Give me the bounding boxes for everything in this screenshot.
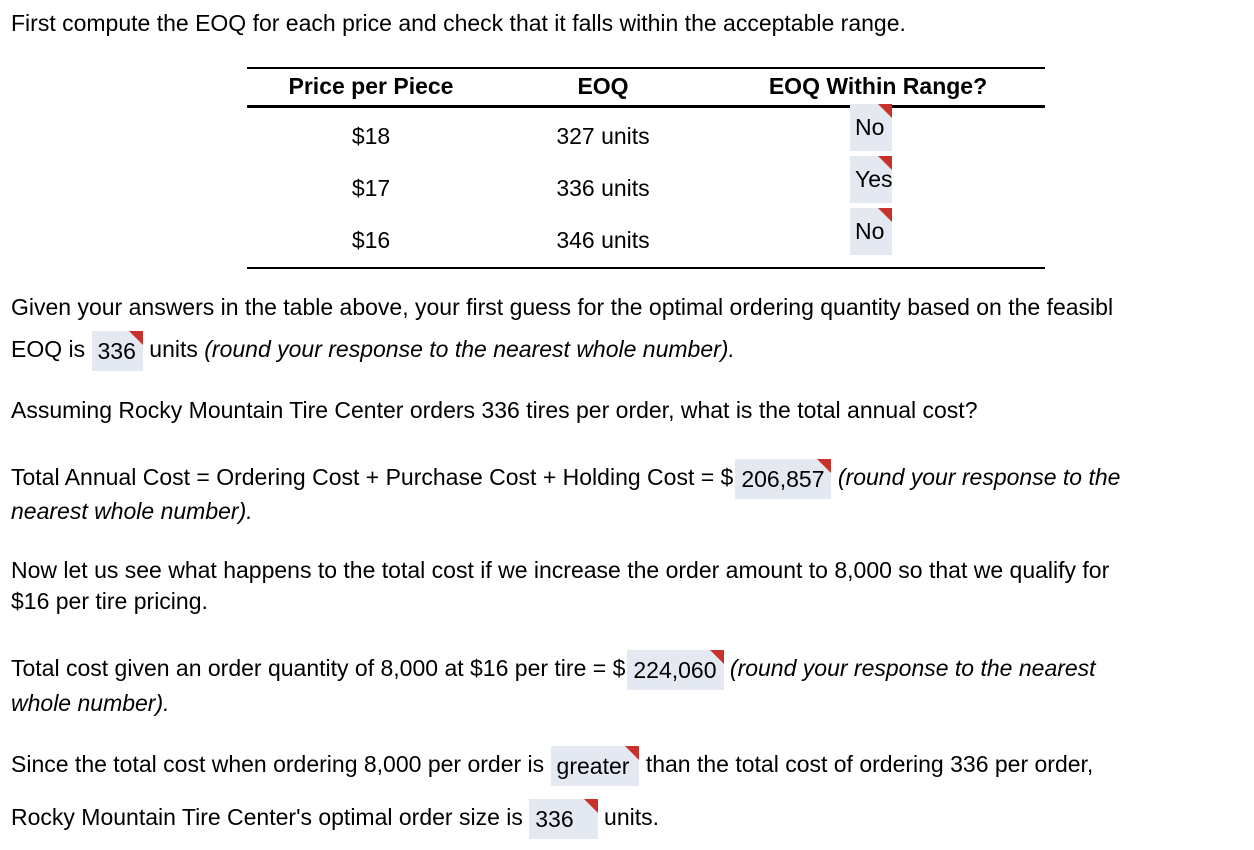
guess-round-note: (round your response to the nearest whole number). xyxy=(204,336,735,363)
header-within-range: EOQ Within Range? xyxy=(768,73,988,99)
within-range-answer[interactable]: No xyxy=(850,208,892,255)
guess-prefix: EOQ is xyxy=(11,336,86,363)
within-range-answer[interactable]: No xyxy=(850,104,892,151)
total-annual-round-note-line2: nearest whole number). xyxy=(11,498,253,524)
comparison-answer[interactable]: greater xyxy=(551,746,640,786)
eoq-table xyxy=(247,67,1045,269)
table-row xyxy=(247,162,1045,214)
price-cell: $17 xyxy=(351,175,391,201)
intro-text: First compute the EOQ for each price and check that it falls within the acceptable range. xyxy=(11,10,906,36)
annual-cost-question: Assuming Rocky Mountain Tire Center orders 336 tires per order, what is the total annual cost? xyxy=(11,397,978,423)
eoq-cell: 336 units xyxy=(556,175,650,201)
total-annual-round-note: (round your response to the xyxy=(837,464,1121,491)
conclusion-middle: than the total cost of ordering 336 per order, xyxy=(645,751,1094,778)
total-cost-8000-round-note: (round your response to the nearest xyxy=(729,655,1096,682)
header-price: Price per Piece xyxy=(288,73,454,99)
increase-order-line1: Now let us see what happens to the total cost if we increase the order amount to 8,000 so that we qualify for xyxy=(11,557,1110,583)
within-range-answer[interactable]: Yes xyxy=(850,156,892,203)
header-eoq: EOQ xyxy=(577,73,629,99)
optimal-order-size-answer[interactable]: 336 xyxy=(529,799,597,839)
price-cell: $16 xyxy=(351,227,391,253)
conclusion-prefix: Since the total cost when ordering 8,000 per order is xyxy=(11,751,545,778)
first-guess-answer[interactable]: 336 xyxy=(92,331,143,371)
total-cost-8000-label: Total cost given an order quantity of 8,000 at $16 per tire = $ xyxy=(11,655,626,682)
increase-order-line2: $16 per tire pricing. xyxy=(11,588,208,614)
total-cost-8000-answer[interactable]: 224,060 xyxy=(627,650,723,690)
table-header-row xyxy=(247,69,1045,108)
conclusion-line2 xyxy=(11,799,659,839)
total-cost-8000-line xyxy=(11,650,1096,690)
conclusion-line2-prefix: Rocky Mountain Tire Center's optimal order size is xyxy=(11,804,523,831)
table-row xyxy=(247,214,1045,266)
conclusion-line1 xyxy=(11,746,1093,786)
total-annual-cost-label: Total Annual Cost = Ordering Cost + Purchase Cost + Holding Cost = $ xyxy=(11,464,734,491)
guess-text-line1: Given your answers in the table above, your first guess for the optimal ordering quantity based on the feasibl xyxy=(11,294,1114,320)
guess-text-line2 xyxy=(11,331,735,371)
guess-suffix: units xyxy=(149,336,198,363)
total-cost-8000-round-note-line2: whole number). xyxy=(11,690,170,716)
total-annual-cost-answer[interactable]: 206,857 xyxy=(735,459,831,499)
total-annual-cost-line xyxy=(11,459,1120,499)
eoq-cell: 327 units xyxy=(556,123,650,149)
eoq-cell: 346 units xyxy=(556,227,650,253)
table-row xyxy=(247,110,1045,162)
price-cell: $18 xyxy=(351,123,391,149)
conclusion-suffix: units. xyxy=(604,804,660,831)
